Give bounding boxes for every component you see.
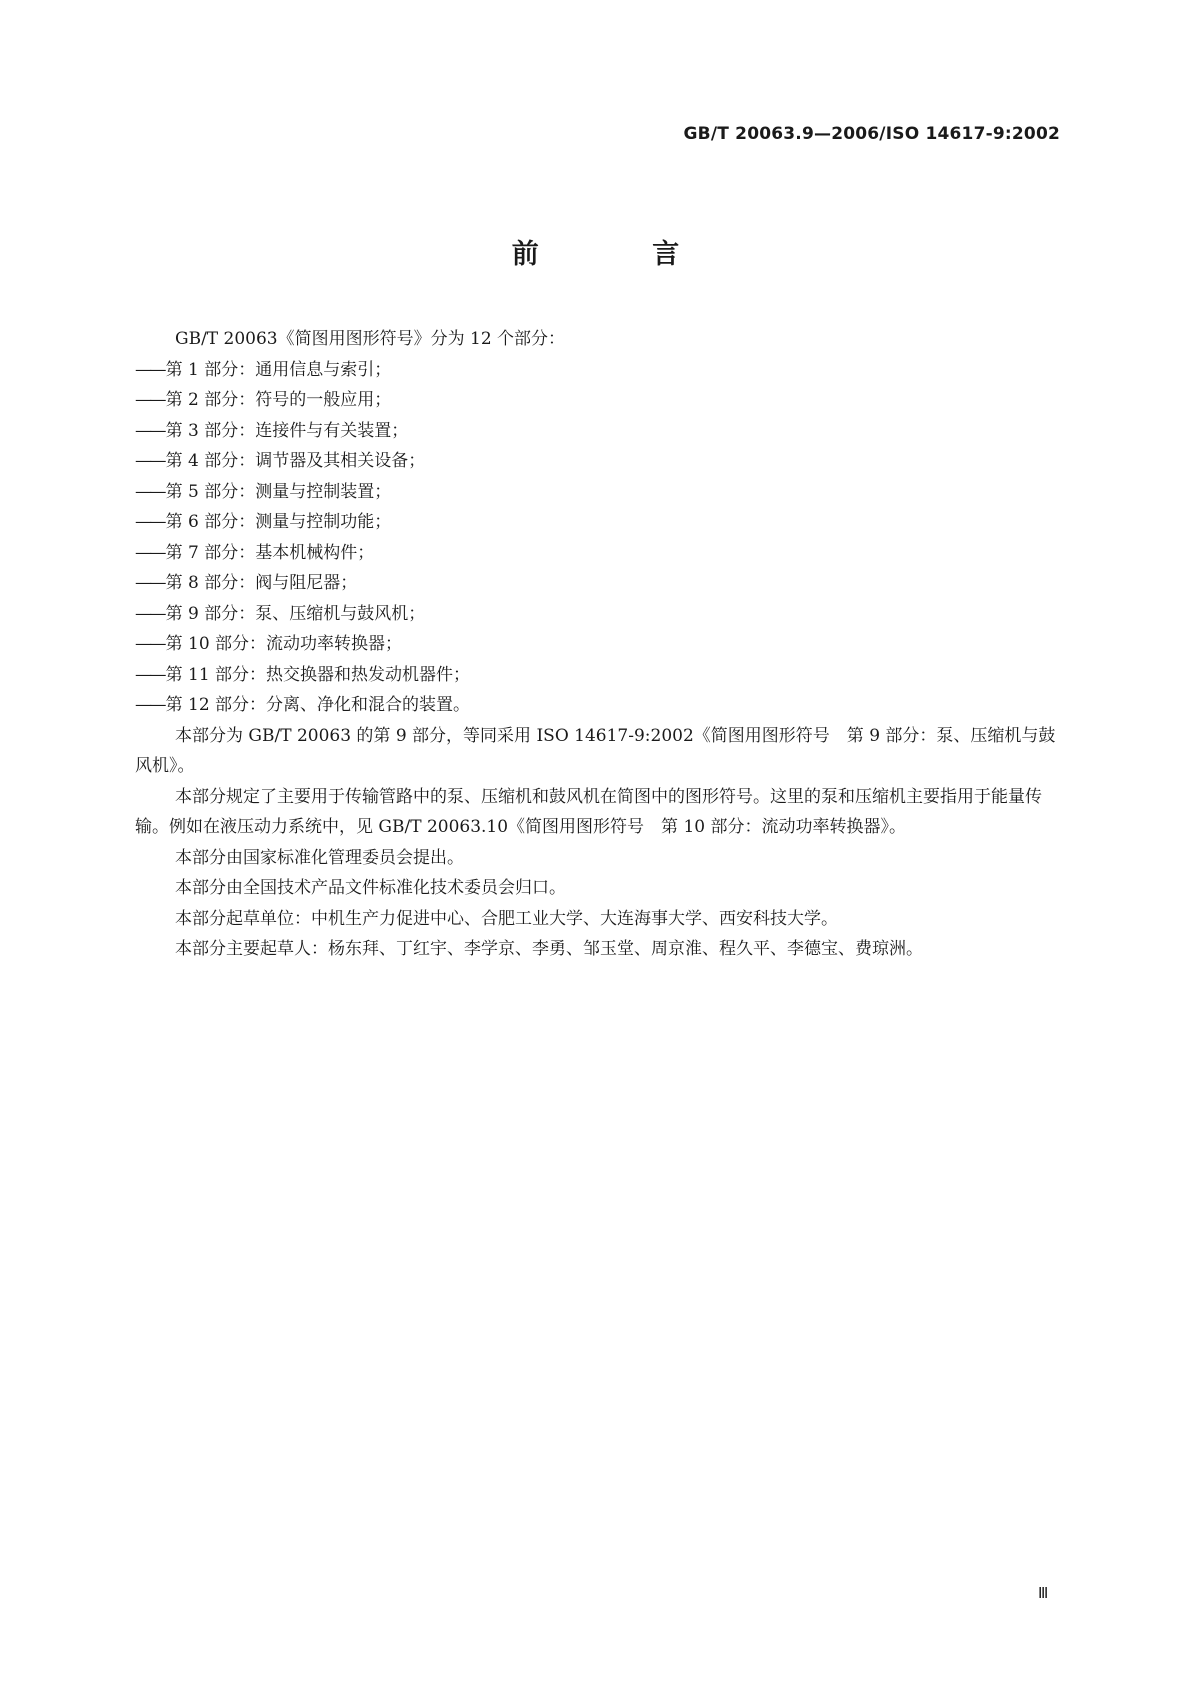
list-item xyxy=(135,385,1059,416)
list-item-text: 第 2 部分：符号的一般应用； xyxy=(165,390,392,410)
list-dash: —— xyxy=(135,359,164,380)
body-paragraph: 本部分起草单位：中机生产力促进中心、合肥工业大学、大连海事大学、西安科技大学。 xyxy=(175,908,838,929)
list-item xyxy=(135,477,1059,508)
list-dash: —— xyxy=(135,420,164,441)
list-item xyxy=(135,629,1059,660)
list-dash: —— xyxy=(135,390,164,410)
list-item xyxy=(135,538,1059,569)
list-dash: —— xyxy=(135,573,164,593)
list-dash: —— xyxy=(135,512,164,532)
foreword-body xyxy=(135,324,1059,965)
parts-list xyxy=(135,355,1059,721)
page-number: Ⅲ xyxy=(1038,1584,1049,1602)
list-dash: —— xyxy=(135,603,164,624)
list-dash: —— xyxy=(135,695,164,715)
list-dash: —— xyxy=(135,634,164,654)
list-item xyxy=(135,416,1059,447)
list-item-text: 第 7 部分：基本机械构件； xyxy=(165,542,375,563)
body-paragraph: 本部分为 GB/T 20063 的第 9 部分，等同采用 ISO 14617-9:2002《简图用图形符号 第 9 部分：泵、压缩机与鼓风机》。 xyxy=(135,725,1056,776)
list-item xyxy=(135,660,1059,691)
list-item-text: 第 6 部分：测量与控制功能； xyxy=(165,512,392,532)
list-item-text: 第 12 部分：分离、净化和混合的装置。 xyxy=(165,695,471,715)
list-item xyxy=(135,507,1059,538)
list-item-text: 第 9 部分：泵、压缩机与鼓风机； xyxy=(165,603,426,624)
body-paragraph: 本部分主要起草人：杨东拜、丁红宇、李学京、李勇、邹玉堂、周京淮、程久平、李德宝、费琼洲。 xyxy=(175,939,923,959)
list-item-text: 第 5 部分：测量与控制装置； xyxy=(165,481,392,502)
list-item xyxy=(135,690,1059,721)
list-item-text: 第 3 部分：连接件与有关装置； xyxy=(165,420,409,441)
standard-number-header: GB/T 20063.9—2006/ISO 14617-9:2002 xyxy=(683,124,1060,144)
body-paragraph: 本部分由全国技术产品文件标准化技术委员会归口。 xyxy=(175,878,566,898)
list-item-text: 第 8 部分：阀与阻尼器； xyxy=(165,573,358,593)
list-item xyxy=(135,446,1059,477)
list-dash: —— xyxy=(135,451,164,471)
page-title: 前 言 xyxy=(511,239,732,270)
list-item xyxy=(135,568,1059,599)
body-paragraph: 本部分规定了主要用于传输管路中的泵、压缩机和鼓风机在简图中的图形符号。这里的泵和压缩机主要指用于能量传输。例如在液压动力系统中，见 GB/T 20063.10《简图用图形符号 第 10 部分：流动功率转换器》。 xyxy=(135,786,1042,837)
list-item-text: 第 11 部分：热交换器和热发动机器件； xyxy=(165,664,471,685)
intro-paragraph: GB/T 20063《简图用图形符号》分为 12 个部分： xyxy=(175,329,566,349)
list-dash: —— xyxy=(135,481,164,502)
list-item-text: 第 4 部分：调节器及其相关设备； xyxy=(165,451,426,471)
list-dash: —— xyxy=(135,664,164,685)
list-item-text: 第 10 部分：流动功率转换器； xyxy=(165,634,403,654)
list-dash: —— xyxy=(135,542,164,563)
list-item xyxy=(135,355,1059,386)
list-item xyxy=(135,599,1059,630)
body-paragraph: 本部分由国家标准化管理委员会提出。 xyxy=(175,847,464,868)
list-item-text: 第 1 部分：通用信息与索引； xyxy=(165,359,392,380)
